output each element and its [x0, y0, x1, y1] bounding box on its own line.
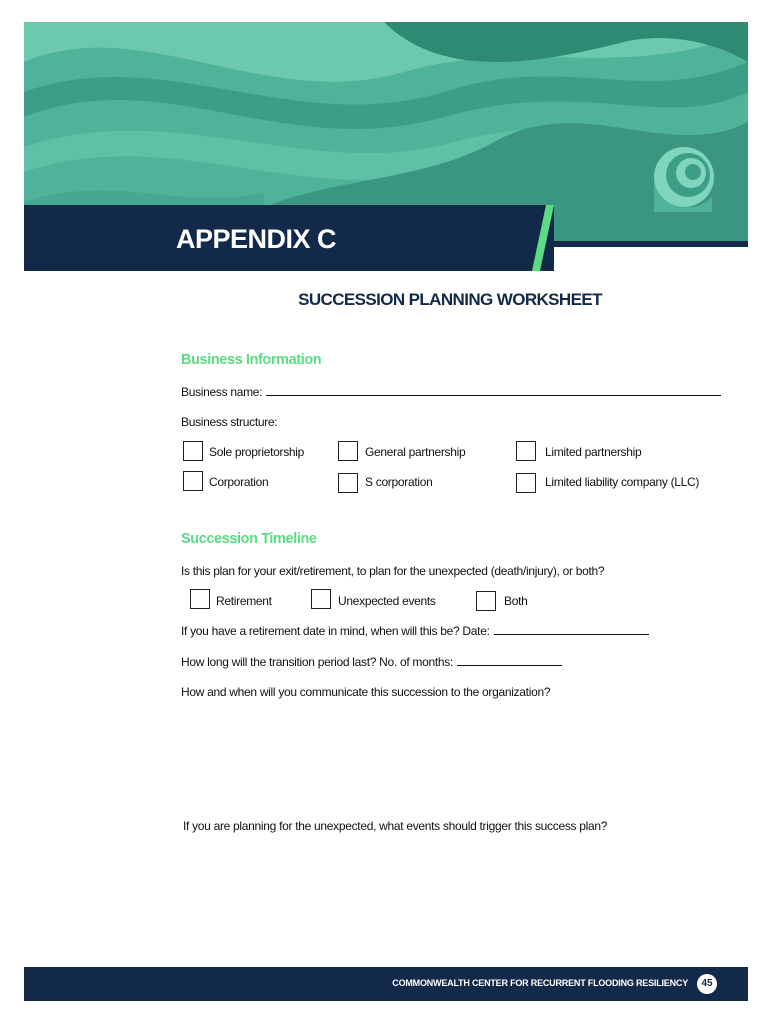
limited-partnership-checkbox[interactable]	[516, 441, 536, 461]
communicate-answer-area[interactable]	[181, 705, 721, 805]
appendix-label: APPENDIX C	[176, 224, 337, 254]
transition-row	[181, 655, 562, 669]
unexpected-events-checkbox[interactable]	[311, 589, 331, 609]
retirement-date-row	[181, 624, 649, 638]
footer-org-name: COMMONWEALTH CENTER FOR RECURRENT FLOODING RESILIENCY	[392, 978, 688, 988]
sole-proprietorship-checkbox[interactable]	[183, 441, 203, 461]
page-number: 45	[697, 974, 717, 994]
s-corporation-label: S corporation	[365, 475, 433, 489]
limited-partnership-label: Limited partnership	[545, 445, 642, 459]
unexpected-events-label: Unexpected events	[338, 594, 436, 608]
retirement-date-field[interactable]	[494, 633, 649, 635]
retirement-label: Retirement	[216, 594, 272, 608]
title-bar	[24, 205, 748, 271]
business-name-field[interactable]	[266, 394, 721, 396]
corporation-checkbox[interactable]	[183, 471, 203, 491]
trigger-question: If you are planning for the unexpected, what events should trigger this success plan?	[183, 819, 608, 833]
general-partnership-checkbox[interactable]	[338, 441, 358, 461]
llc-checkbox[interactable]	[516, 473, 536, 493]
plan-question: Is this plan for your exit/retirement, to plan for the unexpected (death/injury), or both?	[181, 564, 605, 578]
footer-bar	[24, 967, 748, 1001]
llc-label: Limited liability company (LLC)	[545, 475, 700, 489]
transition-months-field[interactable]	[457, 664, 562, 666]
worksheet-title: SUCCESSION PLANNING WORKSHEET	[298, 290, 602, 309]
business-name-label: Business name:	[181, 385, 263, 399]
trigger-answer-area[interactable]	[181, 840, 721, 950]
business-name-row	[181, 385, 721, 399]
general-partnership-label: General partnership	[365, 445, 466, 459]
both-label: Both	[504, 594, 528, 608]
business-info-heading: Business Information	[181, 352, 322, 368]
both-checkbox[interactable]	[476, 591, 496, 611]
communicate-question: How and when will you communicate this succession to the organization?	[181, 685, 551, 699]
succession-timeline-heading: Succession Timeline	[181, 531, 317, 547]
business-structure-label: Business structure:	[181, 415, 278, 429]
retirement-checkbox[interactable]	[190, 589, 210, 609]
sole-proprietorship-label: Sole proprietorship	[209, 445, 305, 459]
transition-label: How long will the transition period last? No. of months:	[181, 655, 454, 669]
corporation-label: Corporation	[209, 475, 269, 489]
s-corporation-checkbox[interactable]	[338, 473, 358, 493]
retirement-date-label: If you have a retirement date in mind, when will this be? Date:	[181, 624, 490, 638]
